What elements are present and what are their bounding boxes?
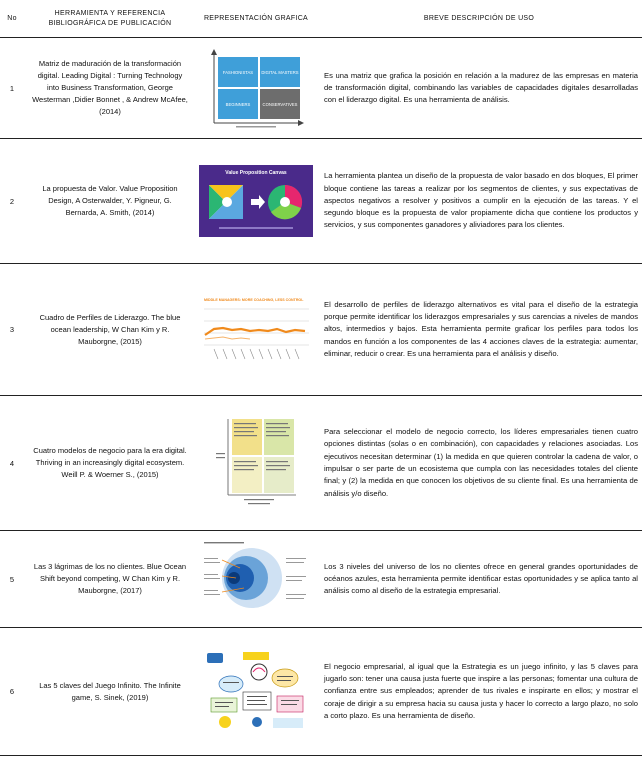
- row-graphic-cell: [196, 396, 316, 531]
- matrix-quadrant-label: BEGINNERS: [225, 102, 251, 107]
- row-number: 3: [0, 264, 24, 396]
- row-description: La herramienta plantea un diseño de la propuesta de valor basado en dos bloques, El primer bloque contiene las tareas a realizar por los segmentos de clientes, y sus expectativas de aspectos negativos a resolver y positivos a cumplir en la ejecución de las tareas. Y el segundo bloque es la propuesta de valor propiamente dicha que contiene los productos y servicios, y sus componentes ganadores y aliviadores para los clientes.: [316, 139, 642, 264]
- row-graphic-cell: [196, 628, 316, 756]
- table-row: [0, 38, 642, 139]
- canvas-title: Value Proposition Canvas: [225, 170, 287, 176]
- row-graphic-cell: [196, 264, 316, 396]
- value-proposition-canvas-figure: [199, 165, 313, 237]
- row-reference: Las 5 claves del Juego Infinito. The Infinite game, S. Sinek, (2019): [24, 628, 196, 756]
- row-number: 1: [0, 38, 24, 139]
- header-reference: HERRAMIENTA Y REFERENCIA BIBLIOGRÁFICA DE PUBLICACIÓN: [24, 0, 196, 38]
- table-row: [0, 628, 642, 756]
- leadership-chart-title: MIDDLE MANAGERS: MORE COACHING, LESS CONTROL: [204, 297, 304, 302]
- header-graphic: REPRESENTACIÓN GRAFICA: [196, 0, 316, 38]
- header-row: [0, 0, 642, 38]
- row-number: 6: [0, 628, 24, 756]
- row-description: Los 3 niveles del universo de los no clientes ofrece en general grandes oportunidades de océanos azules, esta herramienta permite identificar estas oportunidades y se aplica tanto al análisis como al diseño de la estrategia empresarial.: [316, 531, 642, 628]
- row-reference: La propuesta de Valor. Value Proposition Design, A Osterwalder, Y. Pigneur, G. Bernarda, A. Smith, (2014): [24, 139, 196, 264]
- row-description: El desarrollo de perfiles de liderazgo alternativos es vital para el diseño de la estrategia porque permite identificar los liderazgos empresariales y sus carencias a niveles de mandos altos, intermedios y bajos. Esta herramienta permite graficar los perfiles para todos los mandos en función a los componentes de las 4 acciones claves de la estrategia: aumentar, eliminar, reducir o crear. Es una herramienta para el análisis y diseño.: [316, 264, 642, 396]
- row-description: El negocio empresarial, al igual que la Estrategia es un juego infinito, y las 5 claves para jugarlo son: tener una causa justa fuerte que inspire a las personas; fomentar una cultura de confianza entre sus empleados; aprender de tus rivales e inspirarte en ellos; y mostrar el coraje de dirigir a su empresa hacia su causa justa y hacer lo correcto a largo plazo, no solo a corto plazo. Es una herramienta de diseño.: [316, 628, 642, 756]
- header-no: No: [0, 0, 24, 38]
- row-reference: Cuadro de Perfiles de Liderazgo. The blue ocean leadership, W Chan Kim y R. Mauborgne, (2015): [24, 264, 196, 396]
- table-row: [0, 531, 642, 628]
- leadership-profile-figure: [199, 293, 313, 367]
- row-description: Es una matriz que grafica la posición en relación a la madurez de las empresas en materia de transformación digital, combinando las variables de capacidades digitales desarrolladas con el liderazgo digital. Es una herramienta de análisis.: [316, 38, 642, 139]
- matrix-quadrant-label: DIGITAL MASTERS: [261, 70, 299, 75]
- header-description: BREVE DESCRIPCIÓN DE USO: [316, 0, 642, 38]
- row-description: Para seleccionar el modelo de negocio correcto, los líderes empresariales tienen cuatro opciones distintas (solas o en combinación), con capacidades y relaciones asociadas. Los ejecutivos necesitan determinar (1) la medida en que quieren controlar la cadena de valor, o impulsar o ser parte de un ecosistema que cumpla con las necesidades totales del cliente final; y (2) la medida en que conocen los objetivos de su cliente final. Es una herramienta de análisis y/o diseño.: [316, 396, 642, 531]
- infinite-game-sketchnote-figure: [203, 650, 309, 734]
- matrix-quadrant-label: FASHIONISTAS: [222, 70, 254, 75]
- matrix-quadrant-label: CONSERVATIVES: [262, 102, 298, 107]
- row-graphic-cell: [196, 139, 316, 264]
- row-number: 4: [0, 396, 24, 531]
- row-graphic-cell: [196, 38, 316, 139]
- row-reference: Las 3 lágrimas de los no clientes. Blue Ocean Shift beyond competing, W Chan Kim y R. Mauborgne, (2017): [24, 531, 196, 628]
- row-reference: Matriz de maduración de la transformación digital. Leading Digital : Turning Technology into Business Transformation, George Westerman ,Didier Bonnet , & Andrew McAfee, (2014): [24, 38, 196, 139]
- table-row: [0, 139, 642, 264]
- business-models-figure: [214, 415, 298, 511]
- row-graphic-cell: [196, 531, 316, 628]
- table-row: [0, 396, 642, 531]
- row-number: 5: [0, 531, 24, 628]
- row-number: 2: [0, 139, 24, 264]
- non-customers-tiers-figure: [200, 538, 312, 620]
- maturity-matrix-figure: [206, 45, 306, 131]
- row-reference: Cuatro modelos de negocio para la era digital. Thriving in an increasingly digital ecosystem. Weill P. & Woerner S., (2015): [24, 396, 196, 531]
- table-row: [0, 264, 642, 396]
